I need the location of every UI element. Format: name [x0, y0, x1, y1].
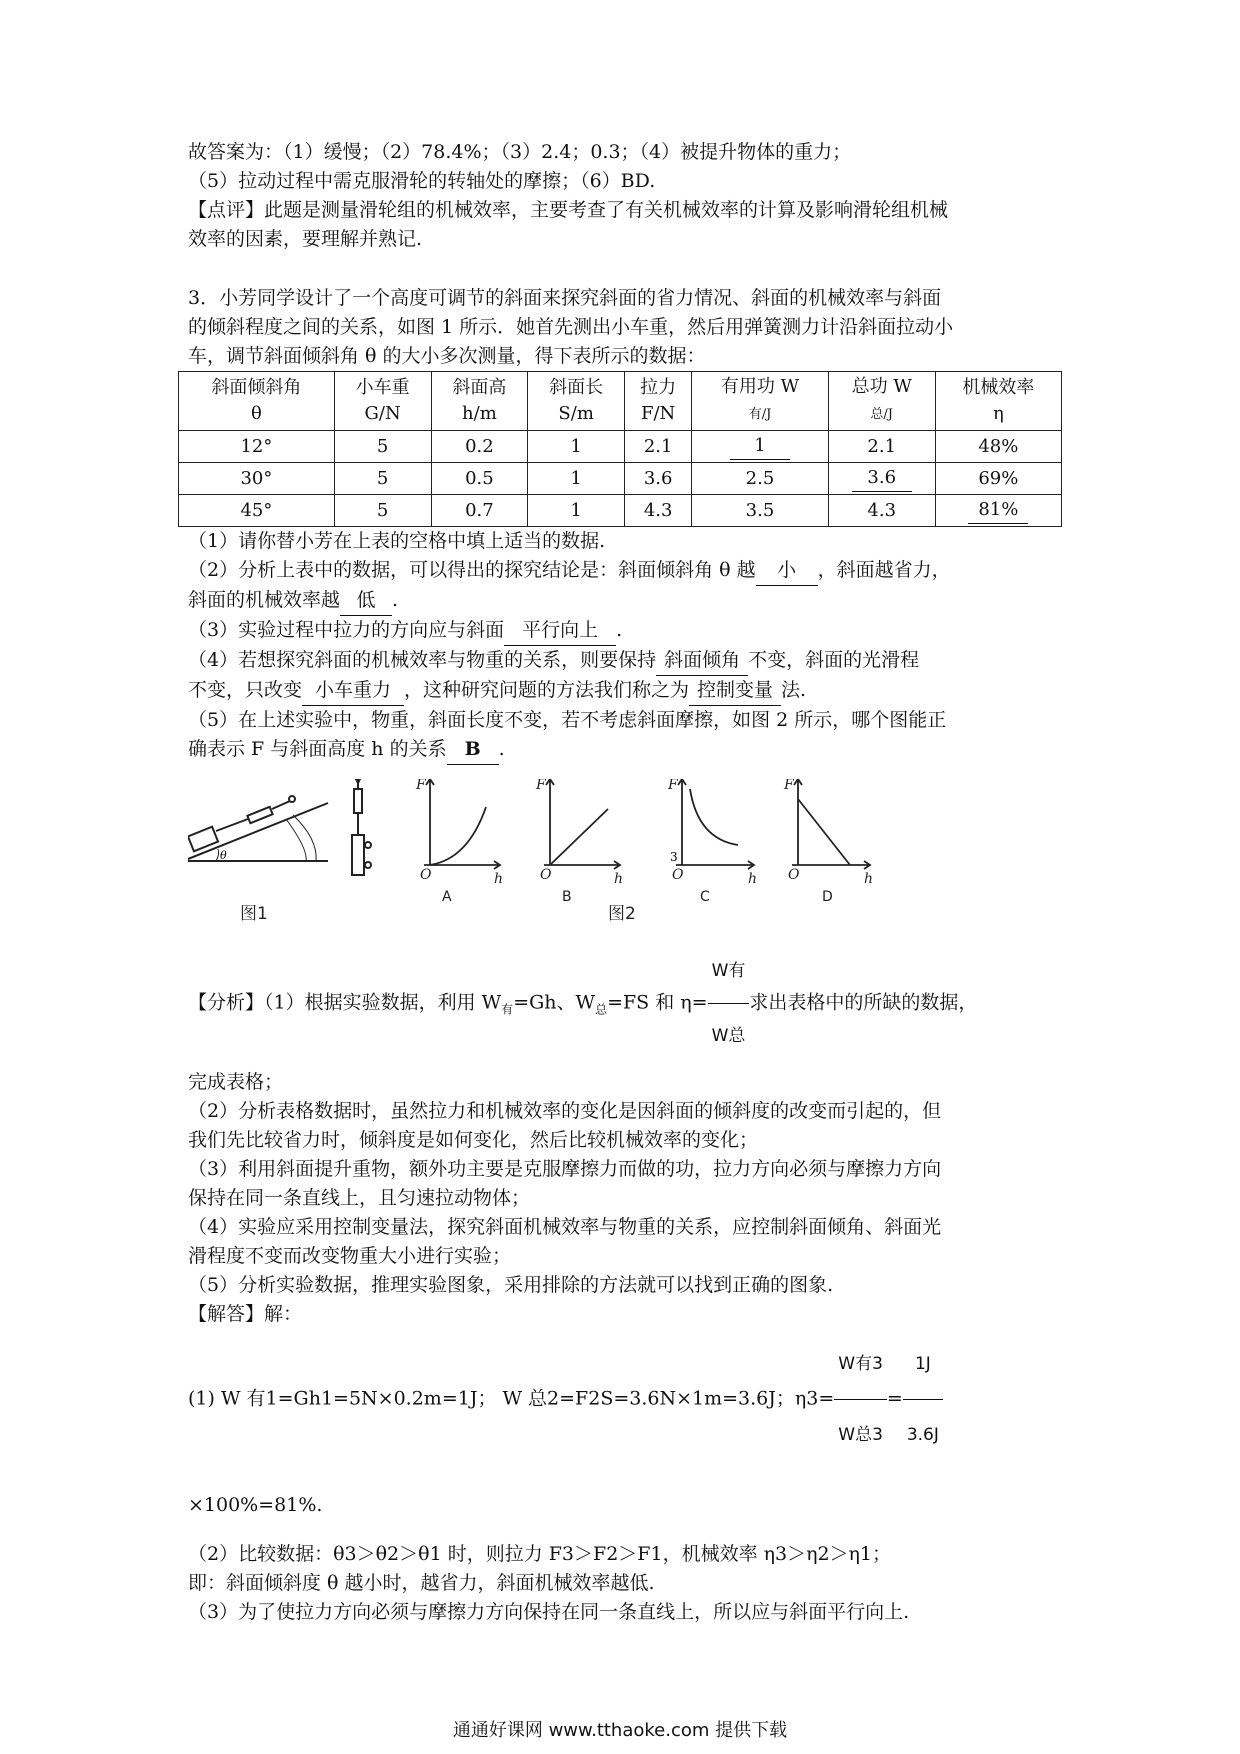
- axis-label-f: F: [536, 779, 546, 793]
- table-cell: 2.5: [692, 463, 828, 495]
- table-cell: 1: [528, 463, 625, 495]
- figure-area: [188, 779, 1068, 939]
- graph-label: A: [442, 889, 452, 905]
- table-header: 机械效率 η: [935, 372, 1061, 431]
- analysis-line: （5）分析实验数据，推理实验图象，采用排除的方法就可以找到正确的图象.: [188, 1274, 834, 1296]
- table-row: [179, 463, 1062, 495]
- table-answer-cell: 81%: [935, 495, 1061, 527]
- table-cell: 69%: [935, 463, 1061, 495]
- table-header: 小车重 G/N: [334, 372, 431, 431]
- sub-question-3: （3）实验过程中拉力的方向应与斜面 平行向上 .: [188, 616, 1068, 646]
- origin-label: O: [540, 867, 552, 883]
- table-header: 斜面倾斜角 θ: [179, 372, 335, 431]
- graph-label: C: [700, 889, 710, 905]
- axis-label-f: F: [668, 779, 678, 793]
- table-header: 斜面高 h/m: [431, 372, 528, 431]
- sub-question-5-cont: 确表示 F 与斜面高度 h 的关系 B .: [188, 735, 1068, 765]
- table-cell: 3.6: [625, 463, 692, 495]
- analysis-line-1: 【分析】（1）根据实验数据，利用 $W_有=Gh$、$W_总=FS$ 和 η= $\frac{\text{W有}}{\text{W总}}$ 求出表格中的所缺的数据，: [188, 939, 1068, 1068]
- graph-c: [676, 779, 754, 869]
- table-cell: 5: [334, 463, 431, 495]
- analysis-line: 滑程度不变而改变物重大小进行实验；: [188, 1245, 512, 1267]
- answer-line-1: (1) W 有1=Gh1=5N×0.2m=1J； W 总2=F2S=3.6N×1m=3.6J；η3= $\frac{\text{W有3}}{\text{W总3}}$ = $\frac{1J}{3.6J}$ ×100%=81%.: [188, 1329, 1068, 1540]
- table-row: [179, 495, 1062, 527]
- table-cell: 2.1: [828, 431, 935, 463]
- table-cell: 0.2: [431, 431, 528, 463]
- axis-label-h: h: [748, 871, 758, 887]
- origin-label: O: [420, 867, 432, 883]
- graph-b: [544, 779, 620, 869]
- graph-d: [792, 779, 870, 869]
- graph-c-tick: 3: [670, 850, 678, 864]
- table-header: 拉力 F/N: [625, 372, 692, 431]
- origin-label: O: [788, 867, 800, 883]
- sub-question-5: （5）在上述实验中，物重，斜面长度不变，若不考虑斜面摩擦，如图 2 所示，哪个图能正: [188, 709, 947, 731]
- sub-question-4-cont: 不变，只改变 小车重力 ，这种研究问题的方法我们称之为 控制变量 法.: [188, 676, 1068, 706]
- analysis-line: （4）实验应采用控制变量法，探究斜面机械效率与物重的关系，应控制斜面倾角、斜面光: [188, 1216, 942, 1238]
- axis-label-h: h: [864, 871, 874, 887]
- table-cell: 0.5: [431, 463, 528, 495]
- table-cell: 30°: [179, 463, 335, 495]
- table-cell: 4.3: [625, 495, 692, 527]
- axis-label-h: h: [614, 871, 624, 887]
- axis-label-f: F: [784, 779, 794, 793]
- sub-question-4: （4）若想探究斜面的机械效率与物重的关系，则要保持 斜面倾角 不变，斜面的光滑程: [188, 646, 1068, 676]
- spring-scale-figure: [352, 779, 371, 875]
- table-cell: 5: [334, 431, 431, 463]
- table-header-row: [179, 372, 1062, 431]
- table-header: 总功 W 总/J: [828, 372, 935, 431]
- intro-line: （5）拉动过程中需克服滑轮的转轴处的摩擦；（6）BD.: [188, 170, 656, 192]
- comment-line: 效率的因素，要理解并熟记.: [188, 228, 423, 250]
- sub-question-2: （2）分析上表中的数据，可以得出的探究结论是：斜面倾斜角 θ 越 小 ，斜面越省力，: [188, 556, 1068, 586]
- table-cell: 45°: [179, 495, 335, 527]
- answer-title: 【解答】解：: [188, 1303, 303, 1325]
- table-answer-cell: 1: [692, 431, 828, 463]
- analysis-line: （3）利用斜面提升重物，额外功主要是克服摩擦力而做的功，拉力方向必须与摩擦力方向: [188, 1158, 942, 1180]
- table-answer-cell: 3.6: [828, 463, 935, 495]
- question-line: 车，调节斜面倾斜角 θ 的大小多次测量，得下表所示的数据：: [188, 345, 706, 367]
- analysis-line: 完成表格；: [188, 1071, 284, 1093]
- question-line: 的倾斜程度之间的关系，如图 1 所示．她首先测出小车重，然后用弹簧测力计沿斜面拉动小: [188, 316, 954, 338]
- table-cell: 5: [334, 495, 431, 527]
- table-header: 斜面长 S/m: [528, 372, 625, 431]
- answer-line: 即：斜面倾斜度 θ 越小时，越省力，斜面机械效率越低.: [188, 1572, 655, 1594]
- answer-fraction-1: $\frac{\text{W有3}}{\text{W总3}}$: [834, 1329, 887, 1470]
- graph-label: B: [562, 889, 572, 905]
- figure-2-caption: 图2: [608, 904, 636, 924]
- theta-label: θ: [220, 849, 227, 862]
- table-cell: 2.1: [625, 431, 692, 463]
- answer-line: （2）比较数据：θ3＞θ2＞θ1 时，则拉力 F3＞F2＞F1，机械效率 η3＞η2＞η1；: [188, 1543, 892, 1565]
- table-cell: 0.7: [431, 495, 528, 527]
- comment-line: 【点评】此题是测量滑轮组的机械效率，主要考查了有关机械效率的计算及影响滑轮组机械: [188, 199, 949, 221]
- sub-question-1: （1）请你替小芳在上表的空格中填上适当的数据.: [188, 530, 606, 552]
- axis-label-h: h: [494, 871, 504, 887]
- graph-a: [424, 779, 500, 869]
- analysis-line: 我们先比较省力时，倾斜度是如何变化，然后比较机械效率的变化；: [188, 1129, 759, 1151]
- table-cell: 48%: [935, 431, 1061, 463]
- analysis-line: 保持在同一条直线上，且匀速拉动物体；: [188, 1187, 531, 1209]
- table-row: [179, 431, 1062, 463]
- data-table: [178, 371, 1062, 527]
- figure-1-caption: 图1: [240, 904, 268, 924]
- graph-label: D: [822, 889, 833, 905]
- table-header: 有用功 W 有/J: [692, 372, 828, 431]
- table-cell: 3.5: [692, 495, 828, 527]
- efficiency-fraction: $\frac{\text{W有}}{\text{W总}}$: [708, 939, 750, 1068]
- answer-fraction-2: $\frac{1J}{3.6J}$: [903, 1329, 943, 1470]
- sub-question-2-cont: 斜面的机械效率越 低 .: [188, 586, 1068, 616]
- origin-label: O: [672, 867, 684, 883]
- page-footer: 通通好课网 www.tthaoke.com 提供下载: [452, 1720, 788, 1741]
- intro-line: 故答案为：（1）缓慢；（2）78.4%；（3）2.4；0.3；（4）被提升物体的重力；: [188, 141, 852, 163]
- document-page: [188, 138, 1068, 1627]
- table-cell: 1: [528, 495, 625, 527]
- table-cell: 4.3: [828, 495, 935, 527]
- question-line: 3．小芳同学设计了一个高度可调节的斜面来探究斜面的省力情况、斜面的机械效率与斜面: [188, 287, 942, 309]
- answer-line: （3）为了使拉力方向必须与摩擦力方向保持在同一条直线上，所以应与斜面平行向上.: [188, 1601, 910, 1623]
- incline-figure: [188, 796, 328, 861]
- axis-label-f: F: [416, 779, 426, 793]
- table-cell: 12°: [179, 431, 335, 463]
- table-cell: 1: [528, 431, 625, 463]
- analysis-line: （2）分析表格数据时，虽然拉力和机械效率的变化是因斜面的倾斜度的改变而引起的，但: [188, 1100, 942, 1122]
